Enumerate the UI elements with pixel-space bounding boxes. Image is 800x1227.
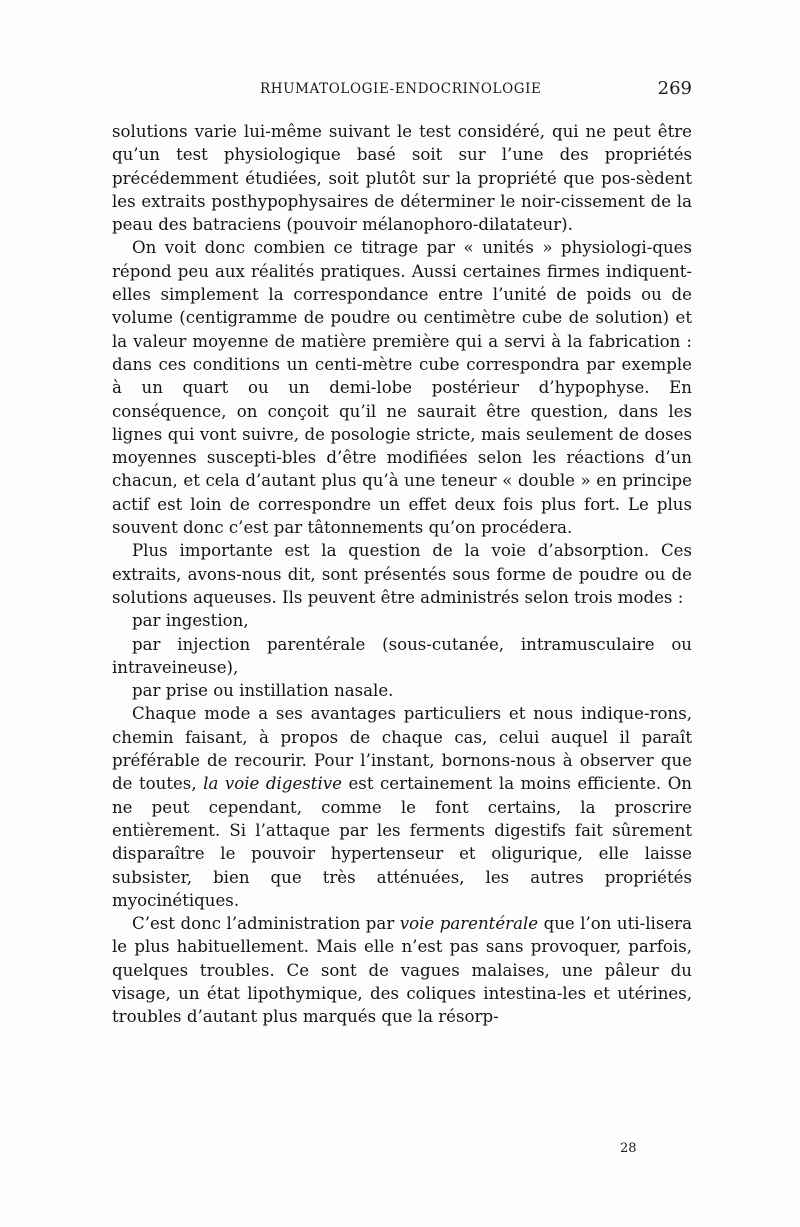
paragraph-text: Plus importante est la question de la voie d’absorption. Ces extraits, avons-nous dit, sont présentés sous forme de poudre ou de solutions aqueuses. Ils peuvent être administrés selon trois modes : — [112, 541, 692, 607]
signature-mark: 28 — [620, 1141, 637, 1156]
paragraph-text: On voit donc combien ce titrage par « unités » physiologi-ques répond peu aux réalités pratiques. Aussi certaines firmes indiquent-elles simplement la correspondance entre l’unité de poids ou de volume (centigramme de poudre ou centimètre cube de solution) et la valeur moyenne de matière première qui a servi à la fabrication : dans ces conditions un centi-mètre cube correspondra par exemple à un quart ou un demi-lobe postérieur d’hypophyse. En conséquence, on conçoit qu’il ne saurait être question, dans les lignes qui vont suivre, de posologie stricte, mais seulement de doses moyennes suscepti-bles d’être modifiées selon les réactions d’un chacun, et cela d’autant plus qu’à une teneur « double » en principe actif est loin de correspondre un effet deux fois plus fort. Le plus souvent donc c’est par tâtonnements qu’on procédera. — [112, 238, 692, 538]
paragraph-2 — [112, 236, 692, 539]
list-item-ingestion — [112, 609, 692, 632]
list-item-text: par injection parentérale (sous-cutanée, intramusculaire ou intraveineuse), — [112, 634, 692, 677]
running-title: RHUMATOLOGIE-ENDOCRINOLOGIE — [260, 81, 542, 97]
paragraph-1 — [112, 120, 692, 236]
list-item-text: par prise ou instillation nasale. — [132, 681, 394, 701]
list-item-nasal — [112, 679, 692, 702]
paragraph-8 — [112, 912, 692, 1028]
paragraph-7 — [112, 702, 692, 912]
paragraph-3 — [112, 539, 692, 609]
list-item-text: par ingestion, — [132, 611, 249, 631]
paragraph-text: est certainement la moins efficiente. On ne peut cependant, comme le font certains, la proscrire entièrement. Si l’attaque par les ferments digestifs fait sûrement disparaître le pouvoir hypertenseur et oligurique, elle laisse subsister, bien que très atténuées, les autres propriétés myocinétiques. — [112, 774, 692, 910]
paragraph-text: que l’on uti-lisera le plus habituellement. Mais elle n’est pas sans provoquer, parfois, quelques troubles. Ce sont de vagues malaises, une pâleur du visage, un état lipothymique, des coliques intestina-les et utérines, troubles d’autant plus marqués que la résorp- — [112, 914, 692, 1027]
paragraph-text: C’est donc l’administration par — [132, 914, 400, 934]
running-head — [112, 78, 692, 102]
italic-term: la voie digestive — [203, 774, 342, 794]
page-number: 269 — [657, 78, 692, 99]
italic-term: voie parentérale — [399, 914, 539, 934]
paragraph-text: solutions varie lui-même suivant le test considéré, qui ne peut être qu’un test physiologique basé soit sur l’une des propriétés précédemment étudiées, soit plutôt sur la propriété que pos-sèdent les extraits posthypophysaires de déterminer le noir-cissement de la peau des batraciens (pouvoir mélanophoro-dilatateur). — [112, 122, 692, 235]
paragraph-text: Chaque mode a ses avantages particuliers et nous indique-rons, chemin faisant, à propos de chaque cas, celui auquel il paraît préférable de recourir. Pour l’instant, bornons-nous à observer que de toutes, — [112, 704, 692, 794]
body-text — [112, 120, 692, 1029]
list-item-injection — [112, 633, 692, 680]
